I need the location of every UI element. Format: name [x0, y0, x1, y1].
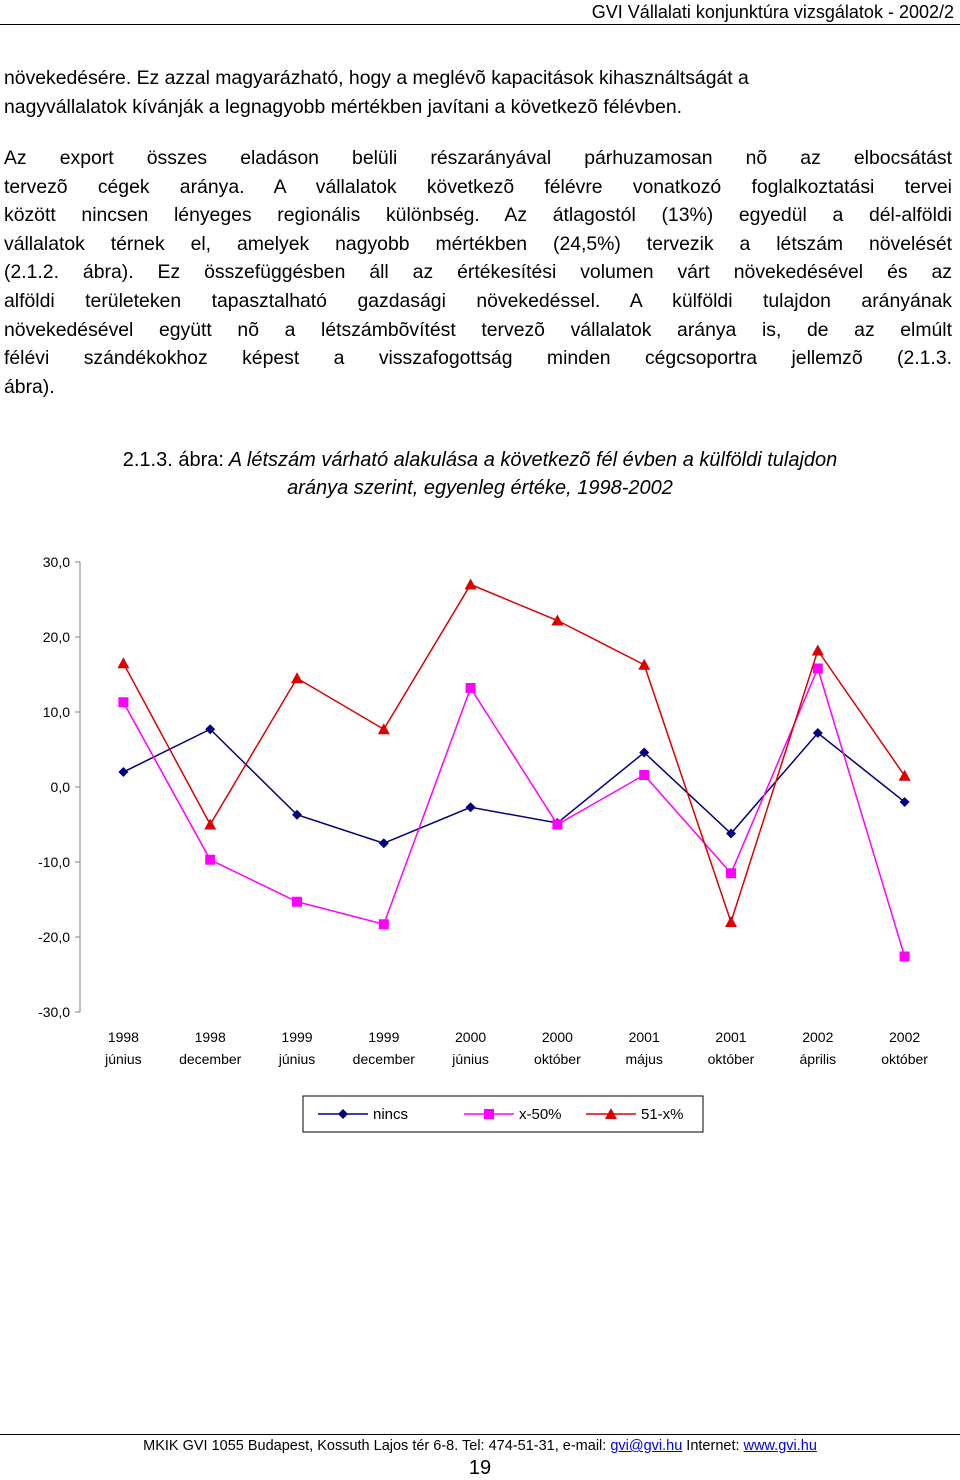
data-point-51-x%: [725, 916, 737, 927]
paragraph-line: alföldi területeken tapasztalható gazdasági növekedéssel. A külföldi tulajdon arányának: [4, 289, 952, 312]
paragraph-1: [4, 64, 952, 121]
data-point-51-x%: [204, 819, 216, 830]
data-point-51-x%: [465, 579, 477, 590]
x-tick-label: 1998: [194, 1029, 226, 1045]
legend-marker-x-50%: [484, 1109, 494, 1119]
figure-caption: [0, 446, 960, 502]
footer-address: MKIK GVI 1055 Budapest, Kossuth Lajos tér 6-8. Tel: 474-51-31, e-mail:: [143, 1438, 611, 1454]
data-point-x-50%: [639, 770, 649, 780]
paragraph-line: tervezõ cégek aránya. A vállalatok következõ félévre vonatkozó foglalkoztatási tervei: [4, 175, 952, 198]
paragraph-line: félévi szándékokhoz képest a visszafogottság minden cégcsoportra jellemzõ (2.1.3.: [4, 347, 952, 370]
x-tick-label: október: [534, 1051, 581, 1067]
y-tick-label: 20,0: [42, 629, 70, 645]
data-point-x-50%: [813, 664, 823, 674]
footer-website-link[interactable]: www.gvi.hu: [743, 1438, 817, 1454]
data-point-51-x%: [117, 657, 129, 668]
data-point-nincs: [118, 767, 128, 777]
data-point-51-x%: [638, 659, 650, 670]
data-point-x-50%: [552, 820, 562, 830]
y-tick-label: -10,0: [38, 854, 70, 870]
footer-email-link[interactable]: gvi@gvi.hu: [610, 1438, 683, 1454]
x-tick-label: december: [352, 1051, 415, 1067]
x-tick-label: június: [452, 1051, 489, 1067]
data-point-x-50%: [292, 897, 302, 907]
x-tick-label: május: [625, 1051, 663, 1067]
data-point-nincs: [466, 802, 476, 812]
x-tick-label: 2001: [628, 1029, 660, 1045]
paragraph-line: növekedésére. Ez azzal magyarázható, hogy a meglévõ kapacitások kihasználtságát a: [4, 67, 749, 89]
x-tick-label: június: [105, 1051, 142, 1067]
paragraph-line: növekedésével együtt nõ a létszámbõvítést tervezõ vállalatok aránya is, de az elmúlt: [4, 318, 952, 341]
paragraph-line: Az export összes eladáson belüli részarányával párhuzamosan nõ az elbocsátást: [4, 147, 952, 169]
caption-line-2: aránya szerint, egyenleg értéke, 1998-2002: [287, 477, 673, 499]
data-point-51-x%: [378, 723, 390, 734]
x-tick-label: 2002: [802, 1029, 834, 1045]
x-tick-label: június: [278, 1051, 316, 1067]
y-tick-label: -20,0: [38, 929, 70, 945]
x-tick-label: október: [881, 1051, 928, 1067]
header-rule: [0, 24, 960, 25]
series-line-51-x%: [123, 585, 904, 923]
data-point-x-50%: [379, 919, 389, 929]
x-tick-label: december: [179, 1051, 242, 1067]
x-tick-label: október: [707, 1051, 755, 1067]
x-tick-label: 2000: [455, 1029, 487, 1045]
paragraph-line: (2.1.2. ábra). Ez összefüggésben áll az értékesítési volumen várt növekedésével és az: [4, 261, 952, 284]
legend-label-nincs: nincs: [373, 1106, 409, 1123]
line-chart: [0, 540, 960, 1140]
footer-internet-label: Internet:: [682, 1438, 744, 1454]
data-point-x-50%: [900, 952, 910, 962]
legend-label-x-50%: x-50%: [519, 1106, 562, 1123]
page-number: 19: [468, 1457, 492, 1479]
x-tick-label: 2001: [715, 1029, 747, 1045]
y-tick-label: 10,0: [42, 704, 70, 720]
paragraph-line: vállalatok térnek el, amelyek nagyobb mértékben (24,5%) tervezik a létszám növelését: [4, 232, 952, 255]
page-header-title: GVI Vállalati konjunktúra vizsgálatok - 2002/2: [591, 2, 954, 22]
x-tick-label: április: [799, 1051, 837, 1067]
paragraph-line: nagyvállalatok kívánják a legnagyobb mértékben javítani a következõ félévben.: [4, 95, 683, 118]
y-tick-label: -30,0: [38, 1004, 70, 1020]
paragraph-2: [4, 144, 952, 401]
data-point-51-x%: [899, 770, 911, 781]
footer-rule: [0, 1434, 960, 1435]
x-tick-label: 1999: [281, 1029, 313, 1045]
x-tick-label: 2000: [541, 1029, 573, 1045]
legend-label-51-x%: 51-x%: [641, 1106, 684, 1123]
data-point-51-x%: [551, 615, 563, 626]
data-point-x-50%: [466, 683, 476, 693]
paragraph-line: között nincsen lényeges regionális különbség. Az átlagostól (13%) egyedül a dél-alföldi: [4, 204, 952, 227]
paragraph-line: ábra).: [4, 375, 55, 398]
data-point-nincs: [379, 838, 389, 848]
data-point-x-50%: [726, 868, 736, 878]
data-point-51-x%: [812, 645, 824, 656]
x-tick-label: 2002: [889, 1029, 921, 1045]
caption-line-1: A létszám várható alakulása a következõ fél évben a külföldi tulajdon: [228, 449, 838, 471]
series-line-x-50%: [123, 669, 904, 957]
x-tick-label: 1998: [107, 1029, 139, 1045]
y-tick-label: 0,0: [50, 779, 70, 795]
page-footer: [0, 1438, 960, 1454]
data-point-x-50%: [118, 697, 128, 707]
y-tick-label: 30,0: [42, 554, 70, 570]
data-point-x-50%: [205, 855, 215, 865]
data-point-51-x%: [291, 672, 303, 683]
x-tick-label: 1999: [368, 1029, 400, 1045]
figure-number: 2.1.3. ábra:: [122, 449, 224, 471]
